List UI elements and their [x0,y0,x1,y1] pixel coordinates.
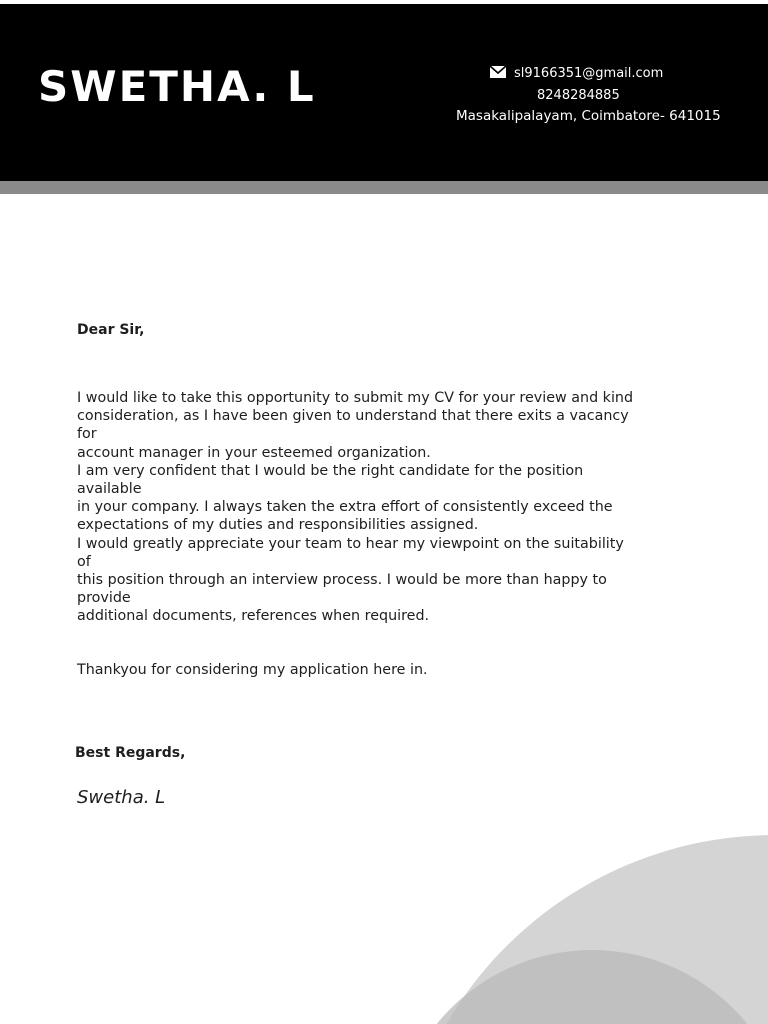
body-line: provide [77,590,131,607]
body-line: expectations of my duties and responsibilities assigned. [77,517,479,534]
applicant-name: SWETHA. L [38,62,316,111]
postal-address: Masakalipalayam, Coimbatore- 641015 [456,108,721,124]
body-line: available [77,481,142,498]
closing-line: Best Regards, [75,745,186,761]
body-line: in your company. I always taken the extra effort of consistently exceed the [77,499,613,516]
decorative-circle-large [395,835,768,1024]
signature: Swetha. L [77,787,166,808]
body-line: this position through an interview process. I would be more than happy to [77,572,607,589]
phone-number: 8248284885 [537,88,620,103]
body-line: I would greatly appreciate your team to hear my viewpoint on the suitability [77,535,624,552]
header-strip [0,181,768,194]
mail-icon [490,66,506,78]
body-line: I would like to take this opportunity to submit my CV for your review and kind [77,390,634,406]
body-line: consideration, as I have been given to understand that there exits a vacancy [77,408,629,425]
decorative-circle-small [392,950,768,1024]
body-line: account manager in your esteemed organization. [77,444,431,461]
body-line: I am very confident that I would be the right candidate for the position [77,462,584,479]
letter-body [77,389,692,626]
thank-you-line: Thankyou for considering my application here in. [77,662,428,678]
email-row [490,66,663,81]
body-line: additional documents, references when required. [77,608,430,625]
salutation: Dear Sir, [77,322,145,338]
email-address[interactable]: sl9166351@gmail.com [514,66,664,81]
body-line: of [77,553,91,570]
body-line: for [77,426,97,443]
